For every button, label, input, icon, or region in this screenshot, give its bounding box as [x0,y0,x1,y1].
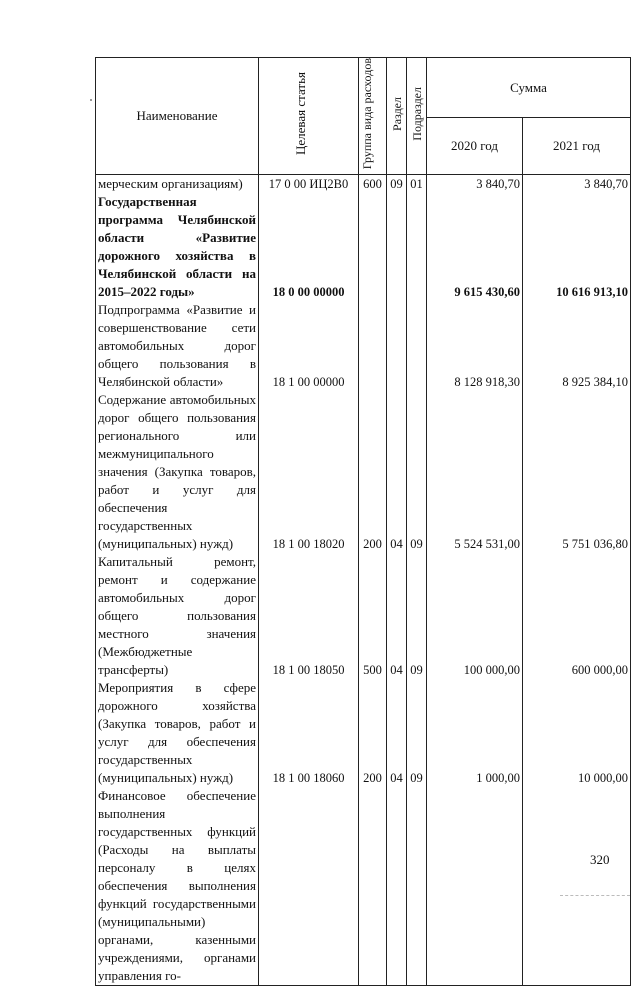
header-razdel [387,58,407,175]
row-group [359,787,387,986]
row-code [259,787,359,986]
row-podrazdel [407,787,427,986]
row-podrazdel: 09 [407,391,427,553]
row-amount-2020: 9 615 430,60 [427,193,523,301]
row-podrazdel [407,301,427,391]
row-amount-2020 [427,787,523,986]
row-amount-2020: 100 000,00 [427,553,523,679]
header-year-2021: 2021 год [523,118,631,175]
row-group: 500 [359,553,387,679]
row-razdel [387,787,407,986]
table-row [96,787,631,986]
row-name: Содержание автомобильных дорог общего пользования регионального или межмуниципального значения (Закупка товаров, работ и услуг для обеспечения государственных (муниципальных) нужд) [96,391,259,553]
row-group [359,301,387,391]
row-razdel: 04 [387,679,407,787]
row-code: 18 1 00 18020 [259,391,359,553]
row-podrazdel [407,193,427,301]
row-code: 17 0 00 ИЦ2В0 [259,175,359,194]
row-code: 18 0 00 00000 [259,193,359,301]
header-podrazdel-label: Подраздел [409,86,424,141]
budget-table [95,57,631,986]
row-amount-2021: 3 840,70 [523,175,631,194]
row-group: 200 [359,679,387,787]
row-razdel: 04 [387,553,407,679]
row-code: 18 1 00 18060 [259,679,359,787]
header-name: Наименование [96,58,259,175]
row-amount-2020: 3 840,70 [427,175,523,194]
row-podrazdel: 01 [407,175,427,194]
row-name: мерческим организациям) [96,175,259,194]
row-name: Капитальный ремонт, ремонт и содержание автомобильных дорог общего пользования местного значения (Межбюджетные трансферты) [96,553,259,679]
row-code: 18 1 00 18050 [259,553,359,679]
row-name: Финансовое обеспечение выполнения государственных функций (Расходы на выплаты персоналу в целях обеспечения выполнения функций государственными (муниципальными) органами, казенными учреждениями, органами управления го- [96,787,259,986]
row-podrazdel: 09 [407,679,427,787]
table-row [96,679,631,787]
page-number: 320 [590,852,610,867]
row-razdel [387,301,407,391]
bottom-rule [560,895,630,897]
header-year-2020: 2020 год [427,118,523,175]
table-row [96,175,631,194]
row-name: Государственная программа Челябинской области «Развитие дорожного хозяйства в Челябинской области на 2015–2022 годы» [96,193,259,301]
row-amount-2021: 10 000,00 [523,679,631,787]
row-amount-2021: 10 616 913,10 [523,193,631,301]
row-amount-2021 [523,787,631,986]
header-razdel-label: Раздел [389,96,404,131]
table-row [96,553,631,679]
row-amount-2021: 5 751 036,80 [523,391,631,553]
header-group [359,58,387,175]
row-group: 200 [359,391,387,553]
row-razdel: 04 [387,391,407,553]
row-amount-2020: 1 000,00 [427,679,523,787]
row-razdel [387,193,407,301]
header-code [259,58,359,175]
row-podrazdel: 09 [407,553,427,679]
header-code-label: Целевая статья [292,72,308,156]
row-razdel: 09 [387,175,407,194]
row-amount-2021: 8 925 384,10 [523,301,631,391]
row-group: 600 [359,175,387,194]
table-row [96,391,631,553]
margin-mark [90,99,92,101]
row-group [359,193,387,301]
row-name: Подпрограмма «Развитие и совершенствование сети автомобильных дорог общего пользования в Челябинской области» [96,301,259,391]
row-name: Мероприятия в сфере дорожного хозяйства (Закупка товаров, работ и услуг для обеспечения государственных (муниципальных) нужд) [96,679,259,787]
row-amount-2021: 600 000,00 [523,553,631,679]
header-group-label: Группа вида расходов [359,58,374,170]
table-row [96,193,631,301]
header-sum: Сумма [427,58,631,118]
table-row [96,301,631,391]
header-podrazdel [407,58,427,175]
row-amount-2020: 8 128 918,30 [427,301,523,391]
row-amount-2020: 5 524 531,00 [427,391,523,553]
row-code: 18 1 00 00000 [259,301,359,391]
